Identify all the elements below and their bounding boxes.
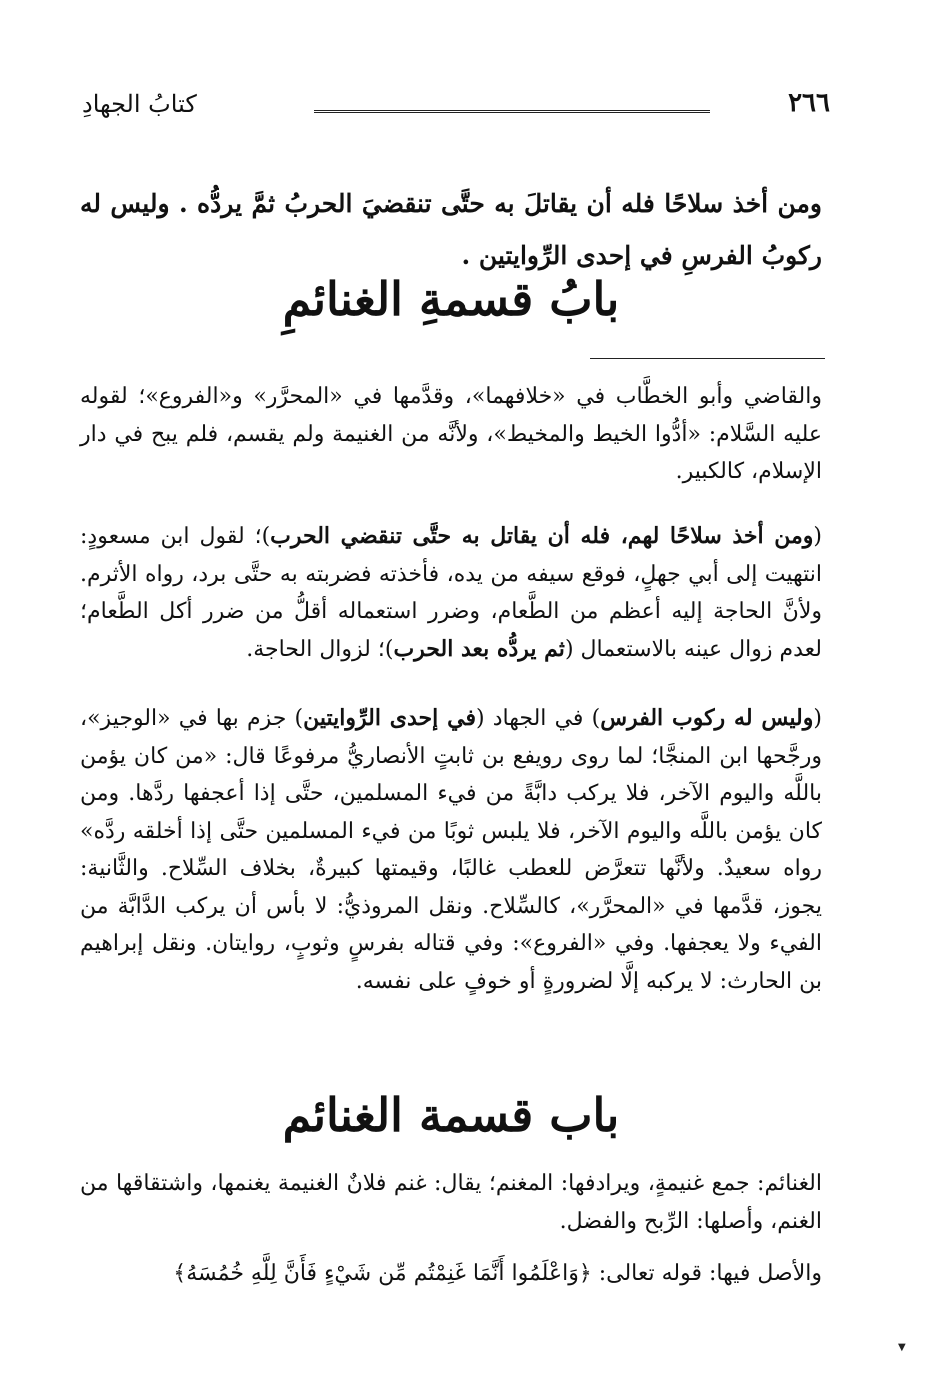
commentary-paragraph-3 [80, 700, 822, 1000]
page-header [82, 88, 830, 128]
commentary-text: ) جزم بها في «الوجيز»، ورجَّحها ابن المنجَّا؛ لما روى رويفع بن ثابتٍ الأنصاريُّ مرفوعًا قال: «من كان يؤمن باللَّه واليوم الآخر، فلا يركب دابَّةً من فيء المسلمين، حتَّى إذا أعجفها ردَّها. ومن كان يؤمن باللَّه واليوم الآخر، فلا يلبس ثوبًا من فيء المسلمين حتَّى إذا أخلقه ردَّه» رواه سعيدٌ. ولأنَّها تتعرَّض للعطب غالبًا، وقيمتها كبيرةٌ، بخلاف السِّلاح. والثَّانية: يجوز، قدَّمها في «المحرَّر»، كالسِّلاح. ونقل المروذيُّ: لا بأس أن يركب الدَّابَّة من الفيء ولا يعجفها. وفي «الفروع»: وفي قتاله بفرسٍ وثوبٍ، روايتان. ونقل إبراهيم بن الحارث: لا يركبه إلَّا لضرورةٍ أو خوفٍ على نفسه. [80, 706, 822, 994]
commentary-text: والأصل فيها: قوله تعالى: [591, 1261, 822, 1286]
quoted-matn-2: ثم يردُّه بعد الحرب [393, 635, 565, 662]
matn-text: ومن أخذ سلاحًا فله أن يقاتلَ به حتَّى تنقضيَ الحربُ ثمَّ يردُّه . وليس له ركوبُ الفرسِ في إحدى الرِّوايتين . [80, 189, 822, 270]
running-title: كتابُ الجهادِ [82, 90, 197, 118]
commentary-text: )؛ لقول ابن مسعودٍ: انتهيت إلى أبي جهلٍ، فوقع سيفه من يده، فأخذته فضربته به حتَّى برد، رواه الأثرم. ولأنَّ الحاجة إليه أعظم من الطَّعام، وضرر استعماله أقلُّ من ضرر أكل الطَّعام؛ لعدم زوال عينه بالاستعمال ( [80, 524, 822, 662]
commentary-paragraph-2 [80, 518, 822, 668]
footnote-separator [590, 358, 825, 359]
paren-open: ( [813, 524, 822, 549]
chapter-title-matn: بابُ قسمةِ الغنائمِ [282, 272, 620, 326]
quoted-matn-1: وليس له ركوب الفرس [600, 705, 814, 731]
commentary-text: ) في الجهاد ( [475, 706, 601, 731]
chapter-title-commentary: باب قسمة الغنائم [282, 1088, 620, 1142]
commentary-paragraph-4: الغنائم: جمع غنيمةٍ، ويرادفها: المغنم؛ يقال: غنم فلانٌ الغنيمة يغنمها، واشتقاقها من الغنم، وأصلها: الرِّبح والفضل. [80, 1171, 822, 1234]
header-divider [314, 110, 710, 113]
commentary-paragraph-1: والقاضي وأبو الخطَّاب في «خلافهما»، وقدَّمها في «المحرَّر» و«الفروع»؛ لقوله عليه السَّلام: «أدُّوا الخيط والمخيط»، ولأنَّه من الغنيمة ولم يقسم، فلم يبح في دار الإسلام، كالكبير. [80, 384, 822, 484]
quran-verse: ﴿وَاعْلَمُوا أَنَّمَا غَنِمْتُم مِّن شَيْءٍ فَأَنَّ لِلَّهِ خُمُسَهُ﴾ [173, 1261, 592, 1286]
page-number: ٢٦٦ [788, 88, 830, 118]
quoted-matn-2: في إحدى الرِّوايتين [303, 705, 476, 731]
paren-open: ( [813, 706, 822, 731]
corner-mark-icon: ▼ [898, 1342, 906, 1353]
commentary-paragraph-5 [80, 1255, 822, 1293]
quoted-matn-1: ومن أخذ سلاحًا لهم، فله أن يقاتل به حتَّى تنقضي الحرب [270, 523, 814, 549]
commentary-text: )؛ لزوال الحاجة. [246, 636, 394, 662]
